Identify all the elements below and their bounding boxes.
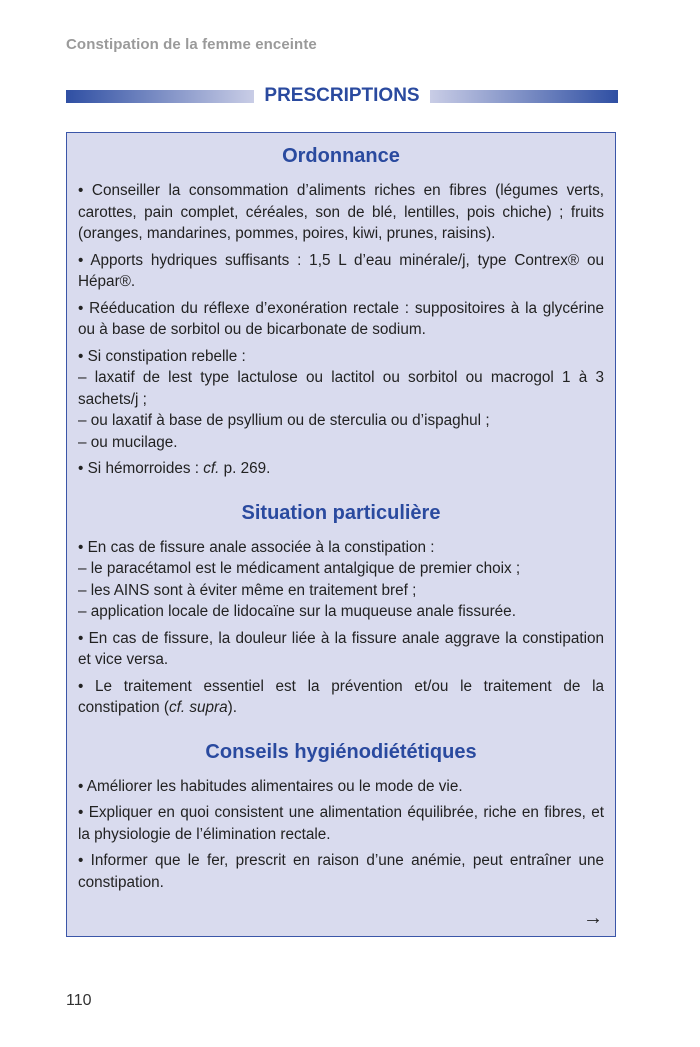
italic-text: cf. supra: [168, 699, 228, 716]
item-text: • Le traitement essentiel est la prévention et/ou le traitement de la constipation (: [78, 677, 604, 716]
list-item: [78, 850, 604, 893]
item-text: p. 269.: [219, 460, 271, 477]
item-text: – ou mucilage.: [78, 433, 178, 451]
list-item: [78, 537, 604, 623]
list-item: [78, 250, 604, 293]
item-text: • En cas de fissure, la douleur liée à la fissure anale aggrave la constipation et vice versa.: [78, 629, 604, 668]
item-text: – le paracétamol est le médicament antalgique de premier choix ;: [78, 560, 521, 577]
list-item: [78, 802, 604, 845]
prescriptions-box: [66, 132, 616, 937]
section-title: PRESCRIPTIONS: [264, 85, 420, 106]
list-item: [78, 298, 604, 341]
list-item: [78, 628, 604, 671]
item-text: • Si hémorroides :: [78, 460, 204, 477]
section-band: [66, 86, 618, 106]
item-text: ).: [227, 699, 238, 716]
section-heading: Situation particulière: [241, 501, 441, 524]
italic-text: cf.: [203, 460, 220, 477]
item-text: – ou laxatif à base de psyllium ou de sterculia ou d’ispaghul ;: [78, 412, 490, 429]
item-text: • Conseiller la consommation d’aliments riches en fibres (légumes verts, carottes, pain complet, céréales, son de blé, lentilles, pois chiche) ; fruits (oranges, mandarines, pommes, poires, kiwi, prunes, raisins).: [78, 182, 604, 242]
item-text: • Informer que le fer, prescrit en raison d’une anémie, peut entraîner une constipation.: [78, 852, 604, 891]
page-number: 110: [66, 992, 92, 1009]
item-text: • Expliquer en quoi consistent une alimentation équilibrée, riche en fibres, et la physiologie de l’élimination rectale.: [78, 804, 604, 843]
list-item: [78, 346, 604, 454]
list-item: [78, 676, 604, 719]
running-header: Constipation de la femme enceinte: [66, 36, 317, 53]
band-bar-left: [66, 90, 254, 103]
item-text: • En cas de fissure anale associée à la constipation :: [78, 538, 435, 556]
item-text: • Apports hydriques suffisants : 1,5 L d’eau minérale/j, type Contrex® ou Hépar®.: [78, 251, 604, 290]
continue-arrow-icon: →: [583, 907, 603, 929]
item-text: • Rééducation du réflexe d’exonération rectale : suppositoires à la glycérine ou à base de sorbitol ou de bicarbonate de sodium.: [78, 299, 604, 338]
item-text: – les AINS sont à éviter même en traitement bref ;: [78, 581, 417, 599]
section-heading: Conseils hygiénodiététiques: [205, 740, 477, 763]
list-item: [78, 776, 604, 798]
item-text: – application locale de lidocaïne sur la muqueuse anale fissurée.: [78, 603, 516, 620]
section-heading: Ordonnance: [282, 145, 400, 167]
list-item: [78, 458, 604, 480]
item-text: • Améliorer les habitudes alimentaires ou le mode de vie.: [78, 777, 463, 795]
item-text: • Si constipation rebelle :: [78, 347, 246, 365]
list-item: [78, 180, 604, 245]
band-bar-right: [430, 90, 618, 103]
item-text: – laxatif de lest type lactulose ou lactitol ou sorbitol ou macrogol 1 à 3 sachets/j ;: [78, 369, 604, 408]
